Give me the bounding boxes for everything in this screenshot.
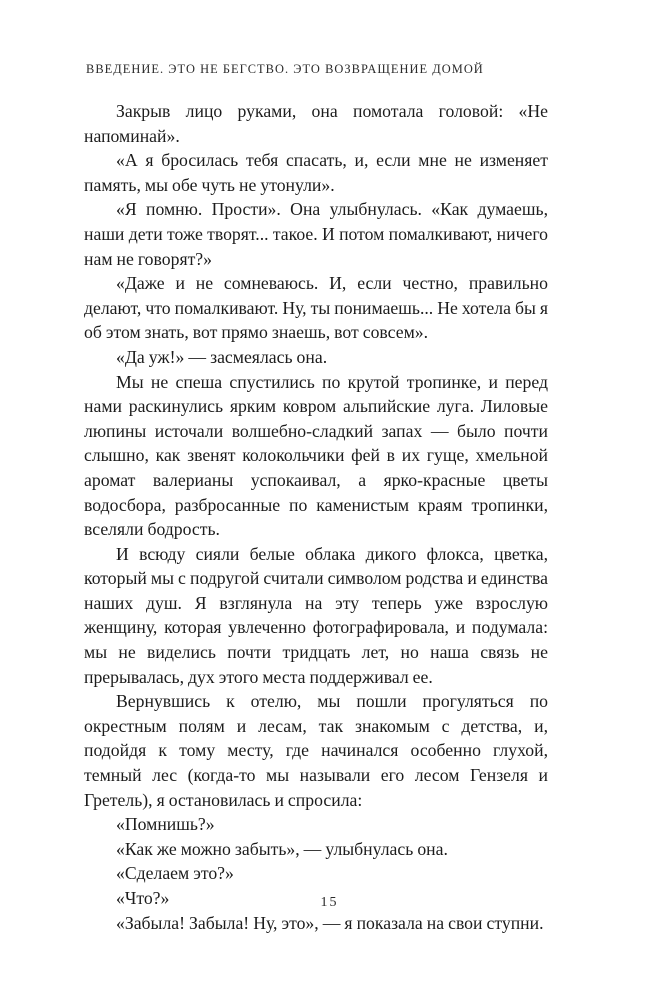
paragraph: Мы не спеша спустились по крутой тропинке, и перед нами раскинулись ярким ковром альпийские луга. Лиловые люпины источали волшебно-сладкий запах — было почти слышно, как звенят колокольчики фей в их гуще, хмельной аромат валерианы успокаивал, а ярко-красные цветы водосбора, разбросанные по каменистым краям тропинки, вселяли бодрость. bbox=[84, 371, 548, 540]
paragraph: «Забыла! Забыла! Ну, это», — я показала на свои ступни. bbox=[116, 912, 544, 933]
page-number: 15 bbox=[320, 895, 339, 910]
paragraph: «Я помню. Прости». Она улыбнулась. «Как думаешь, наши дети тоже творят... такое. И потом помалкивают, ничего нам не говорят?» bbox=[84, 199, 548, 269]
paragraph: «Что?» bbox=[116, 888, 170, 908]
paragraph: И всюду сияли белые облака дикого флокса, цветка, который мы с подругой считали символом родства и единства наших душ. Я взглянула на эту теперь уже взрослую женщину, которая увлеченно фотографировала, и подумала: мы не виделись почти тридцать лет, но наша связь не прерывалась, дух этого места поддерживал ее. bbox=[84, 543, 548, 687]
paragraph: Вернувшись к отелю, мы пошли прогуляться по окрестным полям и лесам, так знакомым с детства, и, подойдя к тому месту, где начинался особенно глухой, темный лес (когда-то мы называли его лесом Гензеля и Гретель), я остановилась и спросила: bbox=[84, 691, 548, 810]
paragraph: «А я бросилась тебя спасать, и, если мне не изменяет память, мы обе чуть не утонули». bbox=[84, 150, 548, 195]
paragraph: «Сделаем это?» bbox=[116, 863, 234, 884]
paragraph: «Даже и не сомневаюсь. И, если честно, правильно делают, что помалкивают. Ну, ты понимаешь... Не хотела бы я об этом знать, вот прямо знаешь, вот совсем». bbox=[84, 273, 548, 343]
paragraph: «Да уж!» — засмеялась она. bbox=[116, 346, 328, 367]
paragraph: Закрыв лицо руками, она помотала головой: «Не напоминай». bbox=[84, 101, 548, 146]
paragraph: «Помнишь?» bbox=[116, 814, 215, 835]
body-text bbox=[84, 99, 548, 935]
paragraph: «Как же можно забыть», — улыбнулась она. bbox=[116, 838, 448, 859]
running-head: ВВЕДЕНИЕ. ЭТО НЕ БЕГСТВО. ЭТО ВОЗВРАЩЕНИЕ ДОМОЙ bbox=[86, 62, 484, 76]
